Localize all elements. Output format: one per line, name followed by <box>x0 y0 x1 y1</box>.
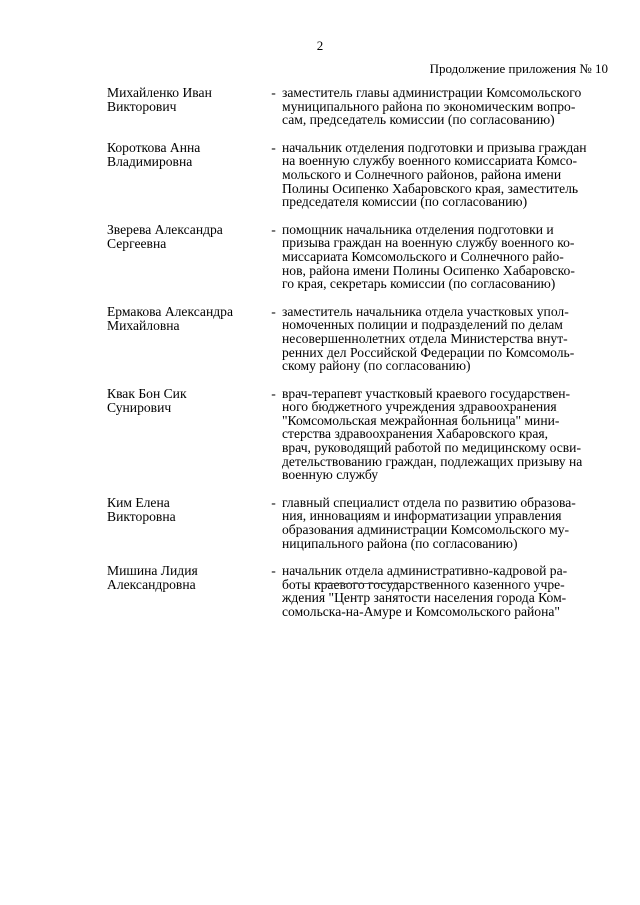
member-name <box>107 223 265 251</box>
member-role <box>282 86 611 127</box>
member-name <box>107 564 265 592</box>
member-surname-firstname: Короткова Анна <box>107 139 201 155</box>
member-dash: - <box>271 494 276 510</box>
member-role-line: на военную службу военного комиссариата Комсо- <box>282 153 578 169</box>
member-patronymic: Владимировна <box>107 153 193 169</box>
member-role <box>282 387 611 482</box>
member-role-line: председателя комиссии (по согласованию) <box>282 194 528 210</box>
member-role-line: заместитель главы администрации Комсомольского <box>282 85 582 100</box>
member-role-line: призыва граждан на военную службу военного ко- <box>282 235 575 251</box>
member-role-line: сам, председатель комиссии (по согласованию) <box>282 112 555 128</box>
member-role <box>282 305 611 373</box>
member-dash: - <box>271 85 276 100</box>
member-patronymic: Сергеевна <box>107 235 167 251</box>
member-role-line: сомольска-на-Амуре и Комсомольского района" <box>282 604 560 619</box>
member-role-line: военную службу <box>282 467 379 483</box>
member-patronymic: Викторович <box>107 99 177 115</box>
appendix-continuation-label: Продолжение приложения № 10 <box>429 61 608 76</box>
member-role-line: "Комсомольская межрайонная больница" мини- <box>282 412 560 428</box>
member-name <box>107 387 265 415</box>
member-role-line: стерства здравоохранения Хабаровского края, <box>282 426 549 442</box>
member-role-line: помощник начальника отделения подготовки и <box>282 221 554 237</box>
member-role-line: ждения "Центр занятости населения города Ком- <box>282 590 567 606</box>
member-role-line: скому району (по согласованию) <box>282 358 471 374</box>
member-role-line: Полины Осипенко Хабаровского края, заместитель <box>282 180 579 196</box>
member-role-line: номоченных полиции и подразделений по делам <box>282 317 563 333</box>
member-role-line: го края, секретарь комиссии (по согласованию) <box>282 276 556 292</box>
member-name <box>107 305 265 333</box>
member-surname-firstname: Михайленко Иван <box>107 85 212 100</box>
member-role-line: главный специалист отдела по развитию образова- <box>282 494 576 510</box>
member-dash: - <box>271 221 276 237</box>
member-dash: - <box>271 385 276 401</box>
member-dash: - <box>271 303 276 319</box>
member-surname-firstname: Ермакова Александра <box>107 303 233 319</box>
member-entry <box>107 496 611 550</box>
member-role-line: миссариата Комсомольского и Солнечного райо- <box>282 248 564 264</box>
member-entry <box>107 387 611 482</box>
member-role-line: муниципального района по экономическим вопро- <box>282 98 576 114</box>
member-name <box>107 141 265 169</box>
member-entry <box>107 86 611 127</box>
member-entry <box>107 141 611 209</box>
member-surname-firstname: Квак Бон Сик <box>107 385 187 401</box>
member-patronymic: Михайловна <box>107 317 180 333</box>
member-entry <box>107 223 611 291</box>
member-patronymic: Сунирович <box>107 399 172 415</box>
member-surname-firstname: Мишина Лидия <box>107 563 198 579</box>
member-role <box>282 223 611 291</box>
member-role-line: несовершеннолетних отдела Министерства внут- <box>282 330 568 346</box>
member-role-line: детельствованию граждан, подлежащих призыву на <box>282 453 583 469</box>
member-surname-firstname: Зверева Александра <box>107 221 223 237</box>
member-surname-firstname: Ким Елена <box>107 494 170 510</box>
commission-member-list <box>107 86 611 633</box>
member-role-line: ния, инновациям и информатизации управления <box>282 508 562 524</box>
member-role-line: заместитель начальника отдела участковых упол- <box>282 303 569 319</box>
member-role-line: врач-терапевт участковый краевого государствен- <box>282 385 571 401</box>
member-role-line: ниципального района (по согласованию) <box>282 535 518 551</box>
member-role <box>282 564 611 618</box>
member-role-line: нов, района имени Полины Осипенко Хабаровско- <box>282 262 575 278</box>
page-number: 2 <box>316 38 324 53</box>
member-role-line: ного бюджетного учреждения здравоохранения <box>282 399 557 415</box>
member-role-line: врач, руководящий работой по медицинскому осви- <box>282 440 581 456</box>
member-dash: - <box>271 139 276 155</box>
member-role-line: начальник отдела административно-кадровой ра- <box>282 563 568 579</box>
member-dash: - <box>271 563 276 579</box>
member-role-line: боты краевого государственного казенного учре- <box>282 576 565 592</box>
member-role-line: образования администрации Комсомольского му- <box>282 522 570 538</box>
member-role <box>282 141 611 209</box>
member-name <box>107 86 265 114</box>
member-name <box>107 496 265 524</box>
member-entry <box>107 564 611 618</box>
end-of-document-rule <box>316 583 404 584</box>
member-entry <box>107 305 611 373</box>
member-role-line: мольского и Солнечного районов, района имени <box>282 166 562 182</box>
member-patronymic: Александровна <box>107 577 196 593</box>
member-role-line: начальник отделения подготовки и призыва граждан <box>282 139 587 155</box>
member-role-line: ренних дел Российской Федерации по Комсомоль- <box>282 344 575 360</box>
member-patronymic: Викторовна <box>107 509 176 525</box>
member-role <box>282 496 611 550</box>
